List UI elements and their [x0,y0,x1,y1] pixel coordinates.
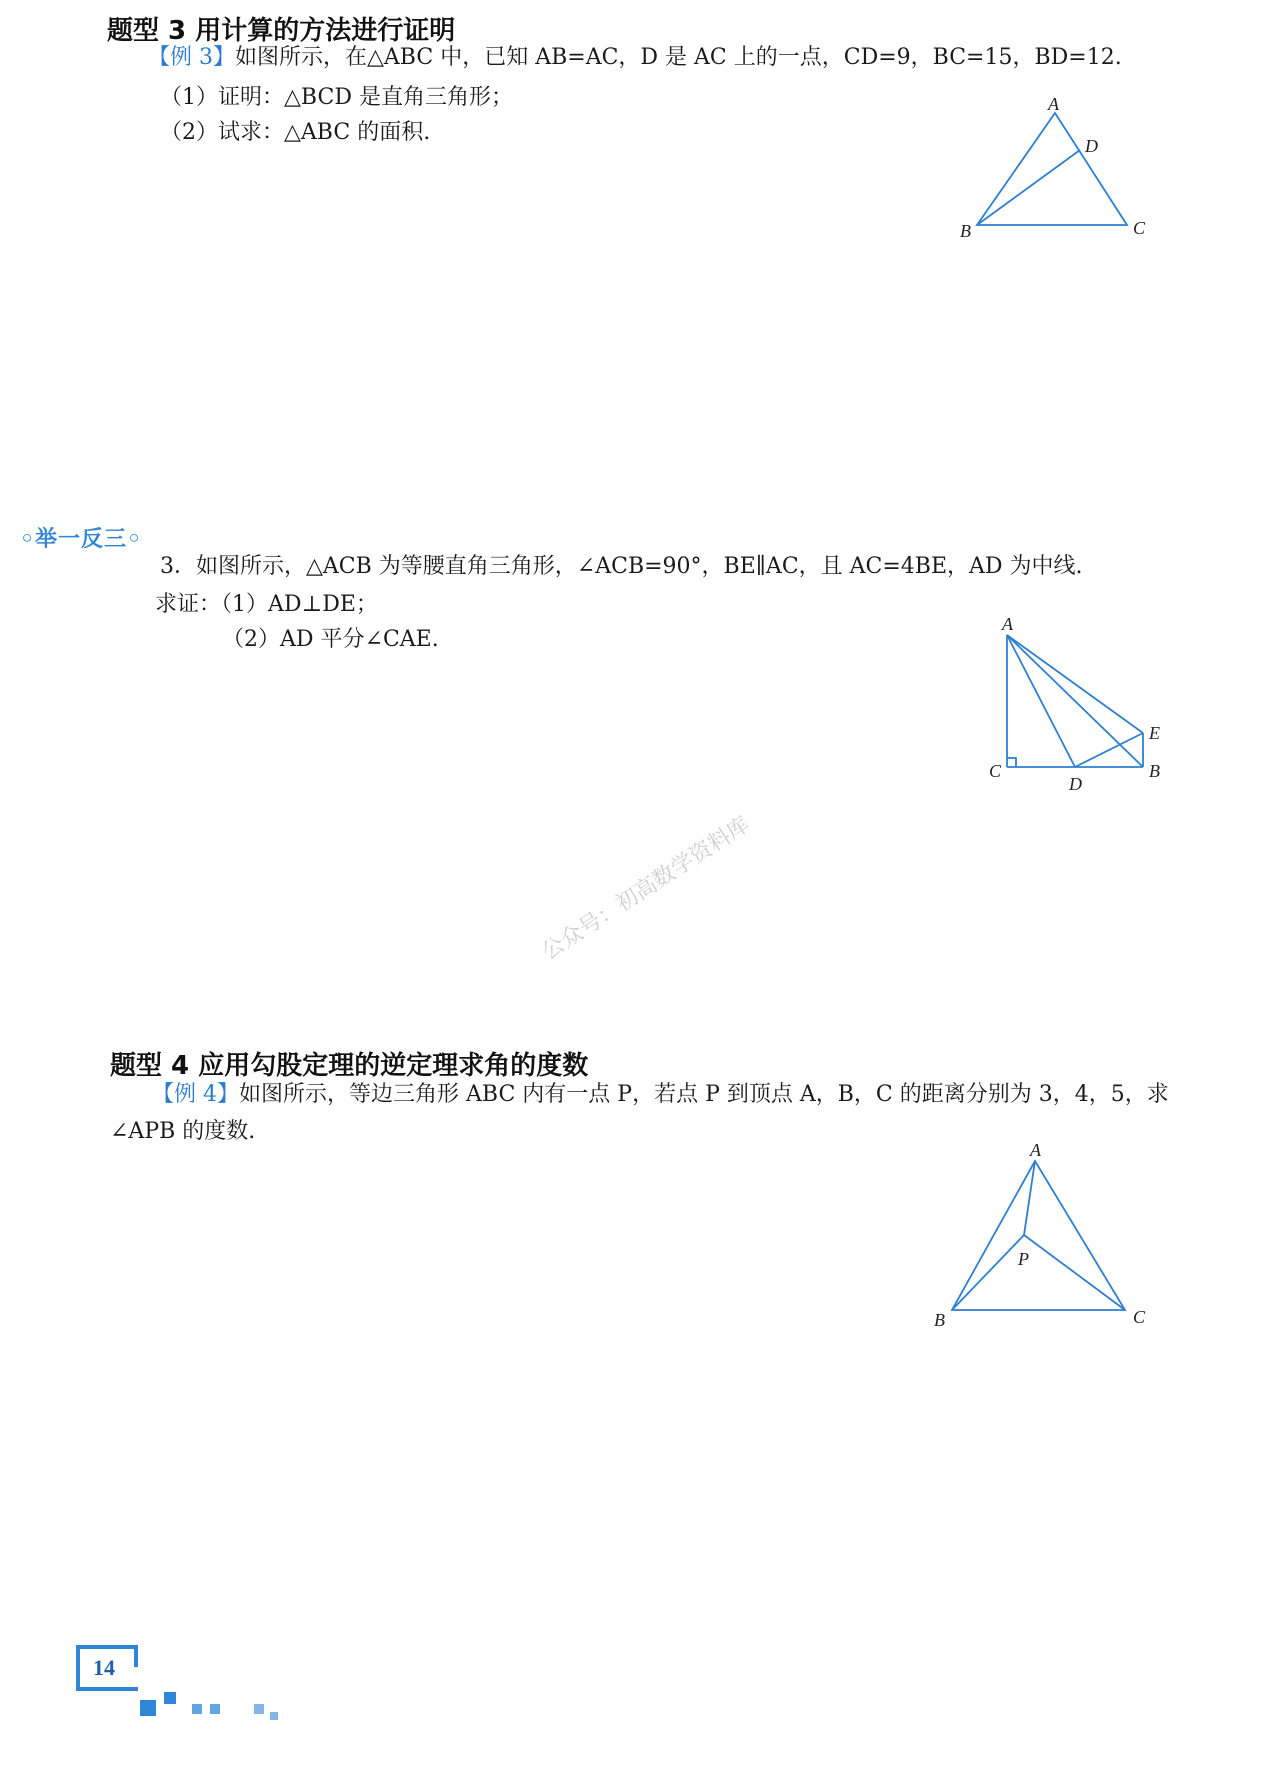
fig1-label-d: D [1085,136,1098,156]
fig1-label-a: A [1048,95,1059,114]
practice-question-2: （2）AD 平分∠CAE. [222,627,439,652]
example-4-statement [152,1080,1169,1110]
fig3-label-a: A [1030,1140,1041,1160]
footer-square-6 [270,1712,278,1720]
example-3-question-2: （2）试求：△ABC 的面积. [160,120,431,145]
page-box-left-bar [76,1645,80,1691]
fig1-label-c: C [1133,218,1146,238]
segment-pc [1024,1235,1125,1310]
page-box-top-bar [76,1645,138,1649]
fig3-label-p: P [1018,1249,1029,1269]
fig2-label-d: D [1069,774,1082,794]
watermark: 公众号：初高数学资料库 [537,812,755,966]
segment-ad [1007,635,1075,767]
fig2-label-b: B [1149,761,1160,781]
footer-square-2 [164,1692,176,1704]
example-3-tag: 【例 3】 [148,45,235,70]
triangle-abc-equilateral [952,1161,1125,1310]
example-3-statement [148,43,1122,73]
fig2-label-a: A [1002,614,1013,634]
figure-equilateral-triangle-abc [920,1135,1150,1335]
example-3-text: 如图所示，在△ABC 中，已知 AB=AC，D 是 AC 上的一点，CD=9，BC=15，BD=12. [235,45,1122,70]
page-number-box [76,1645,138,1691]
footer-square-1 [140,1700,156,1716]
practice-label: ◦举一反三◦ [20,527,143,552]
fig3-label-b: B [934,1310,945,1330]
page-number: 14 [93,1655,115,1680]
figure-right-triangle-acb [975,610,1185,800]
segment-de [1075,733,1143,767]
practice-problem: 3．如图所示，△ACB 为等腰直角三角形，∠ACB=90°，BE∥AC，且 AC=4BE，AD 为中线. [160,554,1083,579]
footer-square-5 [254,1704,264,1714]
figure-triangle-abcd [940,95,1160,245]
example-4-text: 如图所示，等边三角形 ABC 内有一点 P，若点 P 到顶点 A，B，C 的距离分别为 3，4，5，求 [239,1082,1169,1107]
footer-square-3 [192,1704,202,1714]
right-angle-mark [1007,758,1016,767]
example-3-question-1: （1）证明：△BCD 是直角三角形； [160,85,513,110]
page-box-bottom-bar [76,1687,138,1691]
page-box-right-bar [134,1645,138,1667]
footer-square-4 [210,1704,220,1714]
fig3-label-c: C [1133,1307,1146,1327]
example-4-text-line-2: ∠APB 的度数. [110,1119,256,1144]
segment-ae [1007,635,1143,733]
fig1-label-b: B [960,221,971,241]
segment-bd [977,150,1080,225]
section-4-title: 题型 4 应用勾股定理的逆定理求角的度数 [110,1051,589,1081]
segment-ab [1007,635,1143,767]
fig2-label-c: C [989,761,1002,781]
fig2-label-e: E [1149,723,1160,743]
section-3-title: 题型 3 用计算的方法进行证明 [107,16,456,46]
example-4-tag: 【例 4】 [152,1082,239,1107]
practice-question-1: 求证：（1）AD⊥DE； [155,592,378,617]
